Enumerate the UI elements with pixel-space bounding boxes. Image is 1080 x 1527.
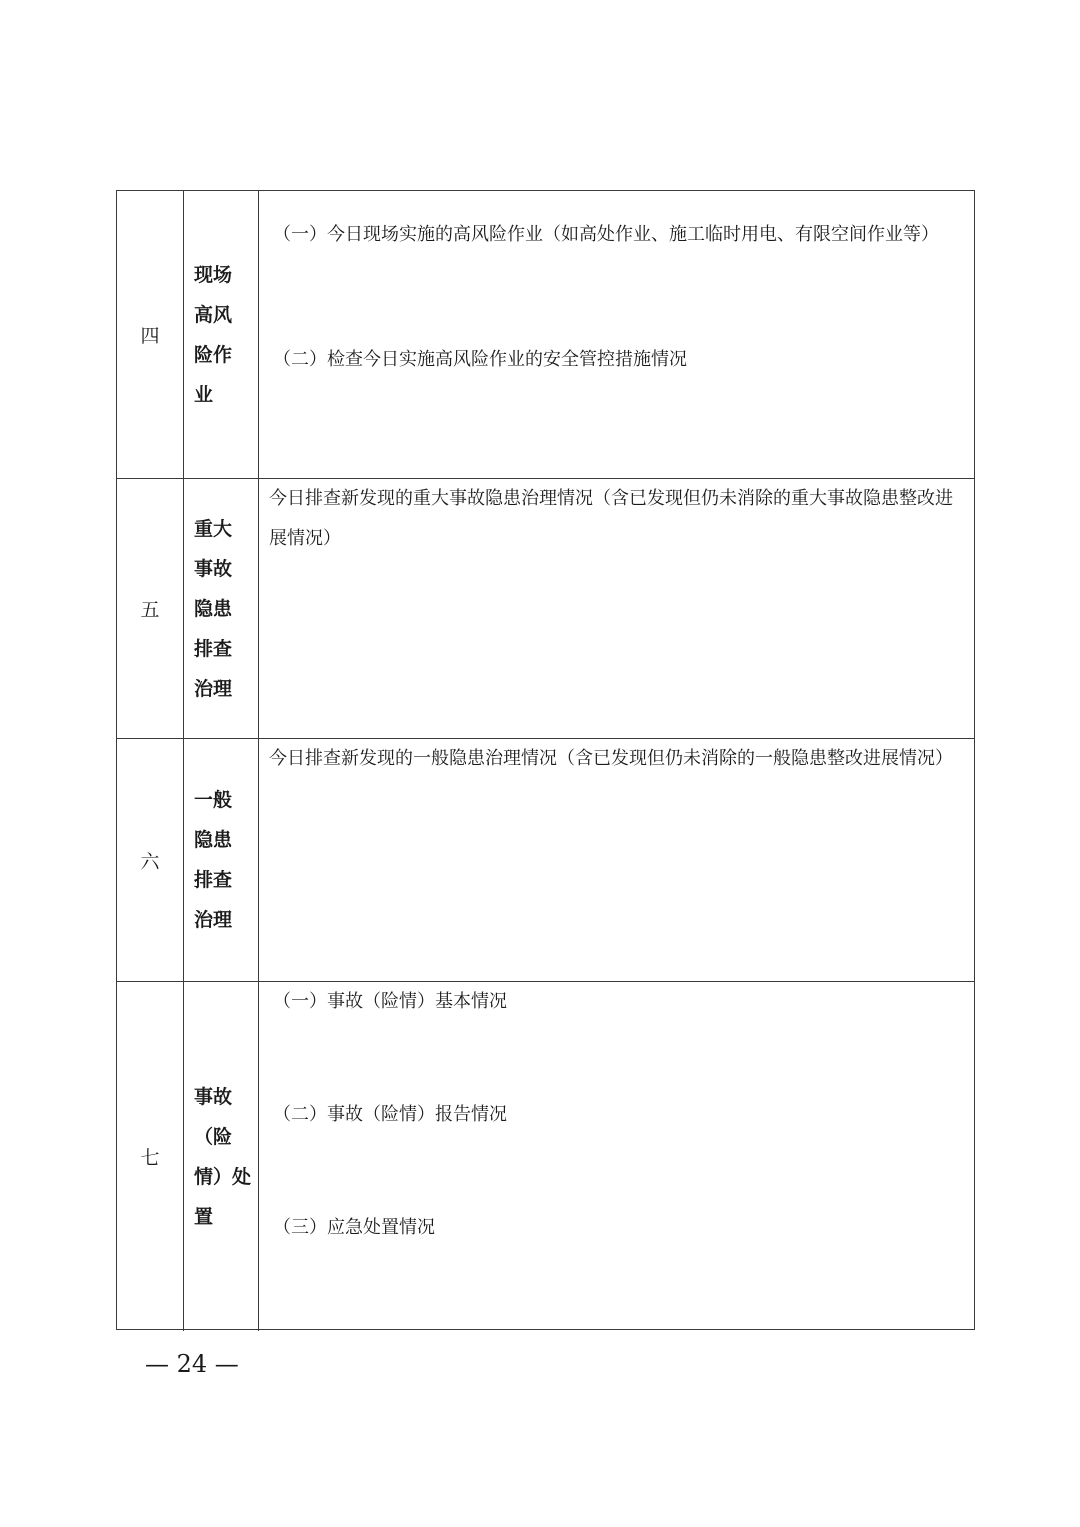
category-line: 治理 [194,677,233,700]
category-line: 业 [194,383,214,406]
row-category [184,739,259,981]
row-category [184,982,259,1331]
table-row [117,191,974,479]
content-item: （二）事故（险情）报告情况 [273,1104,507,1125]
row-number: 四 [117,191,184,478]
category-line: 险作 [194,343,233,366]
row-category [184,479,259,738]
row-content [259,479,974,738]
content-item: （一）今日现场实施的高风险作业（如高处作业、施工临时用电、有限空间作业等） [273,224,939,245]
table-row [117,739,974,982]
table-row [117,982,974,1331]
content-item: （一）事故（险情）基本情况 [273,991,507,1012]
page-number: — 24 — [145,1350,239,1378]
content-paragraph: 今日排查新发现的重大事故隐患治理情况（含已发现但仍未消除的重大事故隐患整改进展情况） [269,488,953,549]
content-item: （三）应急处置情况 [273,1217,435,1238]
row-content [259,191,974,478]
content-item: （二）检查今日实施高风险作业的安全管控措施情况 [273,349,687,370]
category-line: 排查 [194,637,233,660]
row-content [259,982,974,1331]
row-content [259,739,974,981]
category-line: 一般 [194,789,233,811]
category-line: 高风 [194,303,233,326]
category-line: 隐患 [194,829,233,851]
category-line: 置 [194,1205,214,1228]
row-number: 五 [117,479,184,738]
category-line: 情）处 [194,1165,252,1188]
category-line: （险 [194,1125,233,1148]
category-line: 排查 [194,869,233,891]
row-number: 六 [117,739,184,981]
category-line: 治理 [194,909,233,931]
table-row [117,479,974,739]
category-line: 事故 [194,1085,233,1108]
category-line: 事故 [194,557,233,580]
row-category [184,191,259,478]
content-paragraph: 今日排查新发现的一般隐患治理情况（含已发现但仍未消除的一般隐患整改进展情况） [269,748,953,769]
category-line: 隐患 [194,597,233,620]
report-table [116,190,975,1330]
row-number: 七 [117,982,184,1331]
category-line: 重大 [194,517,233,540]
category-line: 现场 [194,263,233,286]
